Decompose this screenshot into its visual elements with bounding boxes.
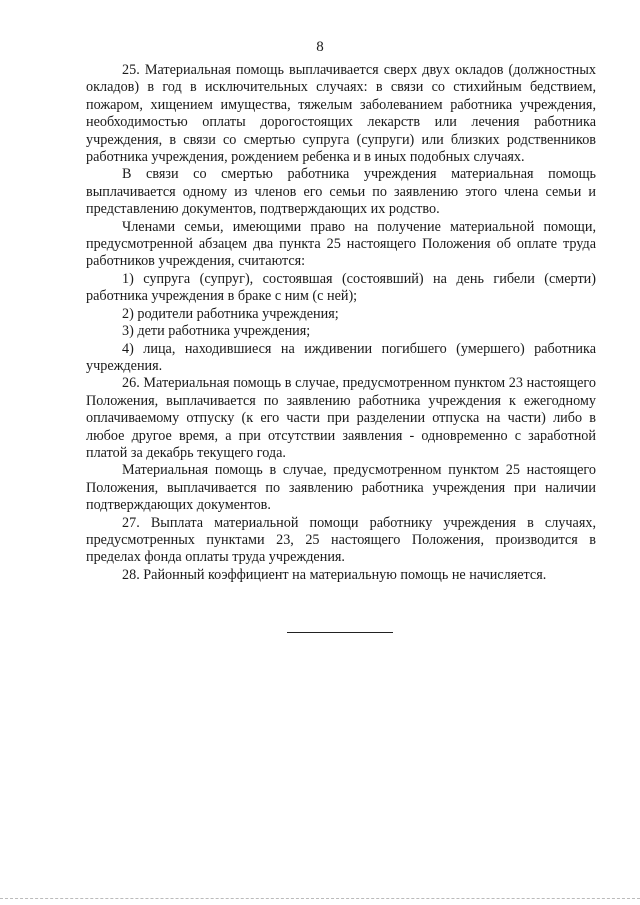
- list-item-children: 3) дети работника учреждения;: [122, 323, 311, 340]
- page-number: 8: [316, 39, 324, 55]
- scan-edge-line: [0, 898, 640, 899]
- paragraph-25-death-of-employee: В связи со смертью работника учреждения материальная помощь выплачивается одному из членов его семьи по заявлению этого члена семьи и представлению документов, подтверждающих их родство.: [86, 166, 596, 218]
- paragraph-28: 28. Районный коэффициент на материальную помощь не начисляется.: [122, 566, 547, 583]
- paragraph-27: 27. Выплата материальной помощи работнику учреждения в случаях, предусмотренных пунктами 23, 25 настоящего Положения, производится в пределах фонда оплаты труда учреждения.: [86, 514, 596, 566]
- end-of-text-rule: [287, 632, 393, 633]
- paragraph-25: 25. Материальная помощь выплачивается сверх двух окладов (должностных окладов) в год в исключительных случаях: в связи со стихийным бедствием, пожаром, хищением имущества, тяжелым заболеванием работника учреждения, необходимостью оплаты дорогостоящих лекарств или лечения работника учреждения, в связи со смертью супруга (супруги) или близких родственников работника учреждения, рождением ребенка и в иных подобных случаях.: [86, 62, 596, 166]
- document-body: [86, 62, 596, 584]
- list-item-parents: 2) родители работника учреждения;: [122, 305, 339, 322]
- paragraph-26-case-25: Материальная помощь в случае, предусмотренном пунктом 25 настоящего Положения, выплачивается по заявлению работника учреждения при наличии подтверждающих документов.: [86, 462, 596, 514]
- list-item-dependents: 4) лица, находившиеся на иждивении погибшего (умершего) работника учреждения.: [86, 340, 596, 374]
- list-item-spouse: 1) супруга (супруг), состоявшая (состоявший) на день гибели (смерти) работника учреждения в браке с ним (с ней);: [86, 270, 596, 305]
- paragraph-25-family-members: Членами семьи, имеющими право на получение материальной помощи, предусмотренной абзацем два пункта 25 настоящего Положения об оплате труда работников учреждения, считаются:: [86, 218, 596, 270]
- paragraph-26: 26. Материальная помощь в случае, предусмотренном пунктом 23 настоящего Положения, выплачивается по заявлению работника учреждения к ежегодному оплачиваемому отпуску (к его части при разделении отпуска на части) либо в любое другое время, а при отсутствии заявления - одновременно с заработной платой за декабрь текущего года.: [86, 375, 596, 461]
